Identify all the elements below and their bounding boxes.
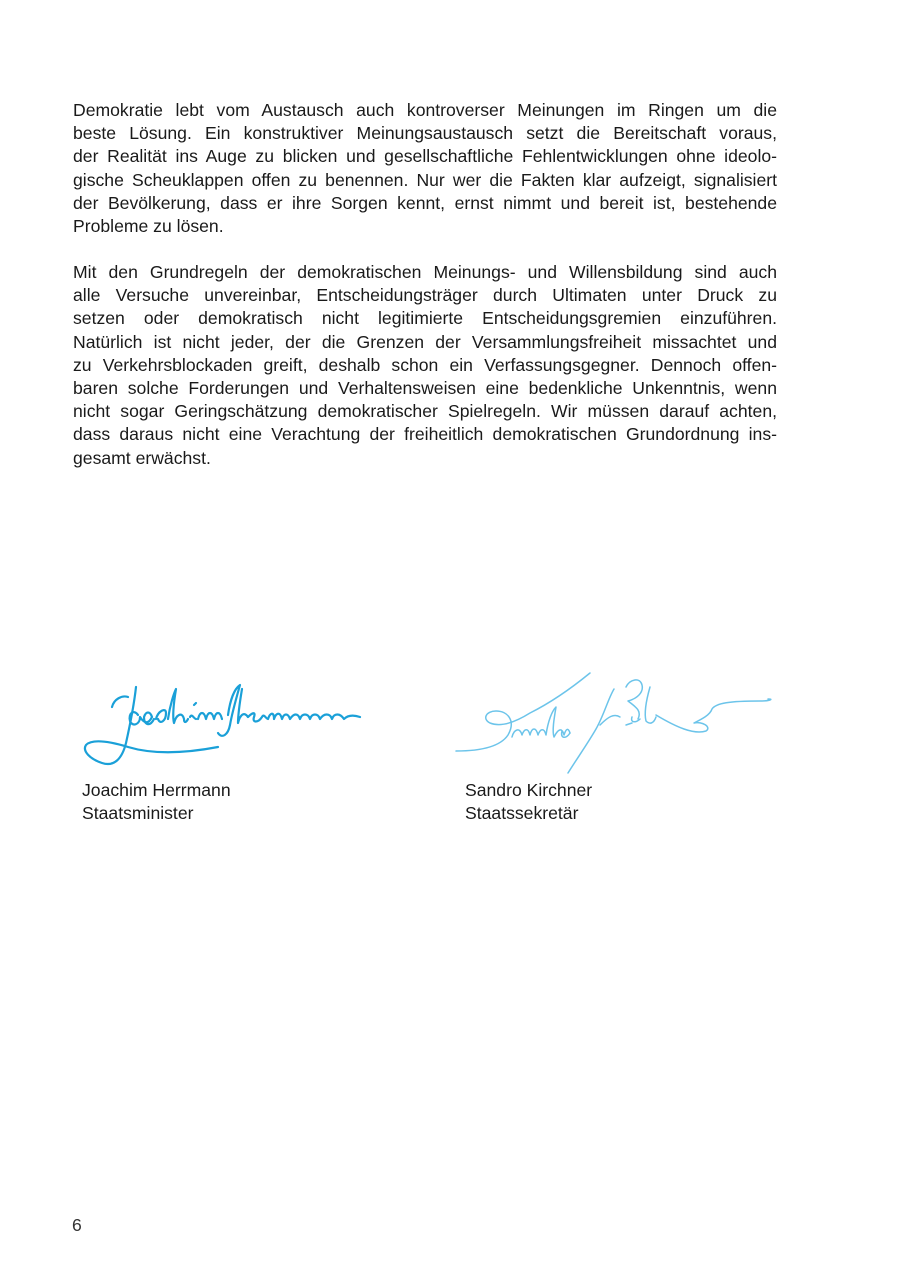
page-number: 6 [72, 1215, 82, 1235]
paragraph-1-line-6: Probleme zu lösen. [73, 216, 224, 237]
paragraph-2-line-1: Mit den Grundregeln der demokratischen Meinungs- und Willensbildung sind auch [73, 262, 777, 282]
paragraph-1-line-4: gische Scheuklappen offen zu benennen. Nur wer die Fakten klar aufzeigt, signalisiert [73, 169, 777, 190]
signer-name: Sandro Kirchner [465, 780, 593, 800]
paragraph-1-line-1: Demokratie lebt vom Austausch auch kontroverser Meinungen im Ringen um die [73, 100, 777, 120]
signer-name: Joachim Herrmann [82, 780, 231, 800]
paragraph-2-line-8: dass daraus nicht eine Verachtung der freiheitlich demokratischen Grundordnung ins- [73, 424, 777, 445]
body-paragraph-2 [73, 261, 777, 470]
paragraph-2-line-2: alle Versuche unvereinbar, Entscheidungsträger durch Ultimaten unter Druck zu [73, 285, 777, 306]
signature-herrmann-strokes [85, 685, 360, 764]
paragraph-1-line-3: der Realität ins Auge zu blicken und gesellschaftliche Fehlentwicklungen ohne ideolo- [73, 146, 777, 167]
signer-block-kirchner [465, 779, 592, 825]
paragraph-2-line-7: nicht sogar Geringschätzung demokratischer Spielregeln. Wir müssen darauf achten, [73, 401, 777, 422]
paragraph-2-line-3: setzen oder demokratisch nicht legitimierte Entscheidungsgremien einzuführen. [73, 308, 777, 329]
signature-sandro-kirchner [450, 665, 780, 775]
signer-block-herrmann [82, 779, 231, 825]
paragraph-2-line-5: zu Verkehrsblockaden greift, deshalb schon ein Verfassungsgegner. Dennoch offen- [73, 354, 777, 375]
body-paragraph-1 [73, 99, 777, 238]
paragraph-2-line-4: Natürlich ist nicht jeder, der die Grenzen der Versammlungsfreiheit missachtet und [73, 331, 777, 352]
paragraph-1-line-5: der Bevölkerung, dass er ihre Sorgen kennt, ernst nimmt und bereit ist, bestehende [73, 192, 777, 213]
signature-joachim-herrmann [78, 675, 368, 775]
signer-title: Staatssekretär [465, 803, 579, 823]
paragraph-2-line-6: baren solche Forderungen und Verhaltensweisen eine bedenkliche Unkenntnis, wenn [73, 378, 777, 399]
paragraph-1-line-2: beste Lösung. Ein konstruktiver Meinungsaustausch setzt die Bereitschaft voraus, [73, 123, 777, 144]
signature-kirchner-strokes [456, 673, 771, 773]
signer-title: Staatsminister [82, 803, 194, 823]
paragraph-2-line-9: gesamt erwächst. [73, 447, 211, 468]
